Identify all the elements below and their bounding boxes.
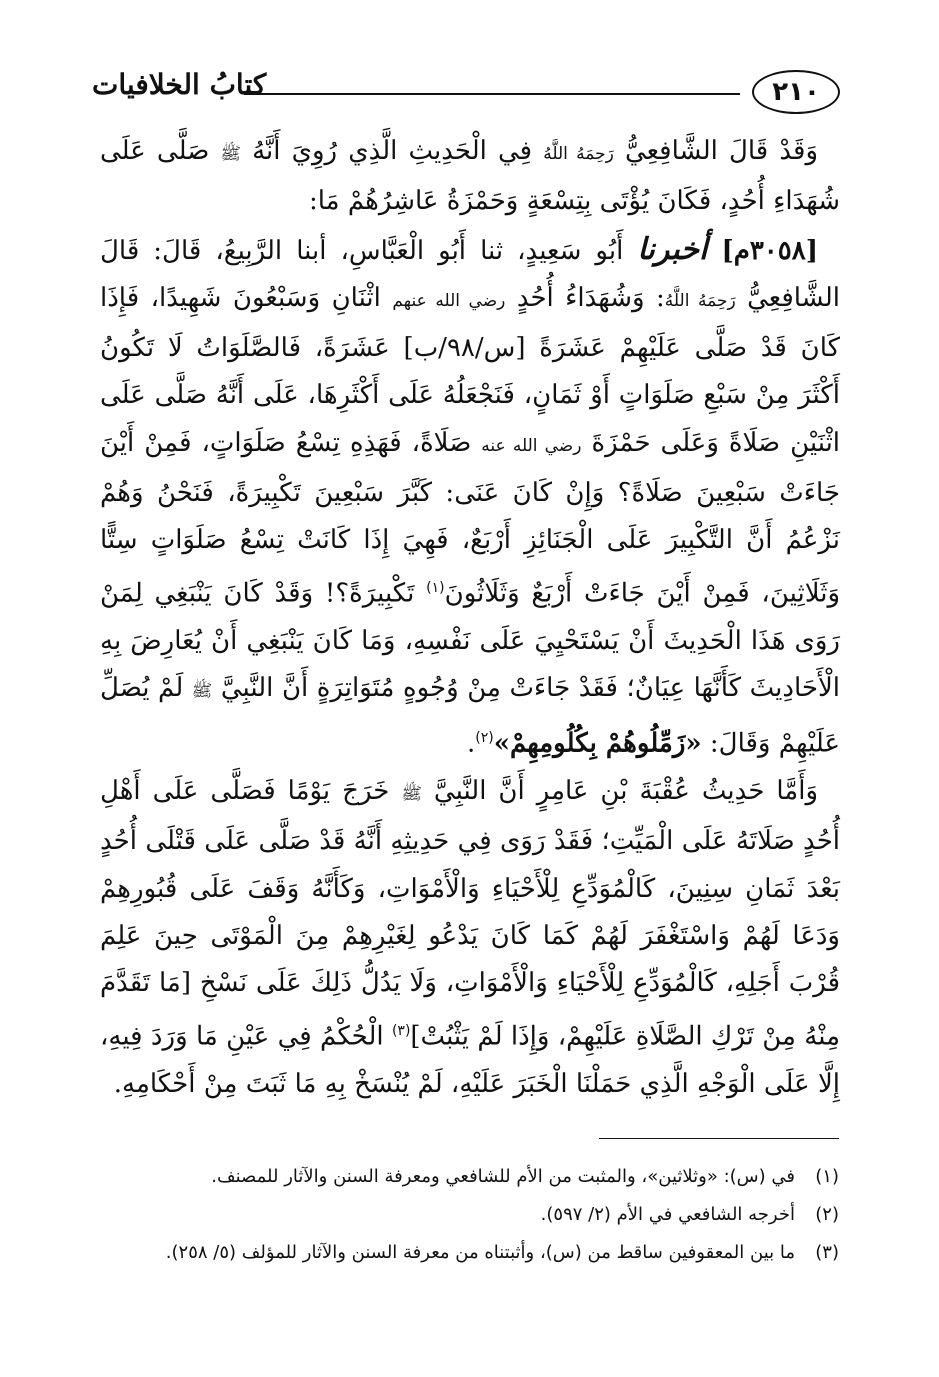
footnote-number: (٢) <box>815 1204 839 1225</box>
book-title: كتابُ الخلافيات <box>92 68 267 101</box>
footnote-text: أخرجه الشافعي في الأم (٢/ ٥٩٧). <box>540 1204 795 1225</box>
footnote-text: ما بين المعقوفين ساقط من (س)، وأثبتناه من معرفة السنن والآثار للمؤلف (٥/ ٢٥٨). <box>165 1242 795 1263</box>
footnote-number: (٣) <box>815 1242 839 1263</box>
text-run: وَقَدْ قَالَ الشَّافِعِيُّ <box>624 136 818 166</box>
honorific: رضي الله عنه <box>481 435 582 456</box>
page-number: ٢١٠ <box>772 77 820 107</box>
honorific: ﷺ <box>401 784 422 805</box>
text-run: الْحُكْمُ فِي عَيْنِ مَا وَرَدَ فِيهِ، إِلَّا عَلَى الْوَجْهِ الَّذِي حَمَلْنَا الْخَبَرَ عَلَيْهِ، لَمْ يُنْسَخْ بِهِ مَا ثَبَتَ مِنْ أَحْكَامِهِ. <box>100 1021 840 1099</box>
page-header <box>92 64 840 124</box>
header-rule <box>244 93 740 95</box>
paragraph-2 <box>100 226 840 769</box>
text-run: تَكْبِيرَةً؟! وَقَدْ كَانَ يَنْبَغِي لِمَنْ رَوَى هَذَا الْحَدِيثَ أَنْ يَسْتَحْيِيَ عَلَى نَفْسِهِ، وَمَا كَانَ يَنْبَغِي أَنْ يُعَارِضَ بِهِ الْأَحَادِيثَ كَأَنَّهَا عِيَانٌ؛ فَقَدْ جَاءَتْ مِنْ وُجُوهٍ مُتَوَاتِرَةٍ أَنَّ النَّبِيَّ <box>100 578 841 703</box>
text-run: صَلَاةً، فَهَذِهِ تِسْعُ صَلَوَاتٍ، فَمِنْ أَيْنَ جَاءَتْ سَبْعِينَ صَلَاةً؟ وَإِنْ كَانَ عَنَى: كَبَّرَ سَبْعِينَ تَكْبِيرَةً، فَنَحْنُ وَهُمْ نَزْعُمُ أَنَّ التَّكْبِيرَ عَلَى الْجَنَائِزِ أَرْبَعٌ، فَهِيَ إِذَا كَانَتْ تِسْعُ صَلَوَاتٍ سِتًّا وَثَلَاثِينَ، فَمِنْ أَيْنَ جَاءَتْ أَرْبَعٌ وَثَلَاثُونَ <box>100 427 841 609</box>
text-run: خَرَجَ يَوْمًا فَصَلَّى عَلَى أَهْلِ أُحُدٍ صَلَاتَهُ عَلَى الْمَيِّتِ؛ فَقَدْ رَوَى فِي حَدِيثِهِ أَنَّهُ قَدْ صَلَّى عَلَى قَتْلَى أُحُدٍ بَعْدَ ثَمَانِ سِنِينَ، كَالْمُوَدِّعِ لِلْأَحْيَاءِ وَالْأَمْوَاتِ، وَكَأَنَّهُ وَقَفَ عَلَى قُبُورِهِمْ وَدَعَا لَهُمْ وَاسْتَغْفَرَ لَهُمْ كَمَا كَانَ يَدْعُو لِغَيْرِهِمْ مِنَ الْمَوْتَى حِينَ عَلِمَ قُرْبَ أَجَلِهِ، كَالْمُوَدِّعِ لِلْأَحْيَاءِ وَالْأَمْوَاتِ، وَلَا يَدُلُّ ذَلِكَ عَلَى نَسْخِ [مَا تَقَدَّمَ مِنْهُ مِنْ تَرْكِ الصَّلَاةِ عَلَيْهِمْ، وَإِذَا لَمْ يَثْبُتْ] <box>100 776 840 1052</box>
text-run: فِي الْحَدِيثِ الَّذِي رُوِيَ أَنَّهُ <box>252 136 533 166</box>
footnote-ref-3[interactable]: (٣) <box>391 1022 411 1039</box>
paragraph-3 <box>100 768 840 1108</box>
text-run: . <box>466 728 476 759</box>
honorific: رضي الله عنهم <box>392 290 506 311</box>
footnote-number: (١) <box>815 1166 839 1187</box>
honorific: ﷺ <box>220 144 241 164</box>
footnote-ref-2[interactable]: (٢) <box>475 730 494 747</box>
honorific: ﷺ <box>191 680 213 701</box>
footnote-2 <box>99 1198 839 1232</box>
text-run: وَأَمَّا حَدِيثُ عُقْبَةَ بْنِ عَامِرٍ أَنَّ النَّبِيَّ <box>433 776 819 807</box>
footnote-text: في (س): «وثلاثين»، والمثبت من الأم للشافعي ومعرفة السنن والآثار للمصنف. <box>211 1166 795 1187</box>
isnad-text: أَبُو سَعِيدٍ، ثنا أَبُو الْعَبَّاسِ، أبنا الرَّبِيعُ، قَالَ: قَالَ الشَّافِعِيُّ <box>100 235 841 313</box>
hadith-reference: [٣٠٥٨م] <box>721 235 819 266</box>
text-run: صَلَّى عَلَى شُهَدَاءِ أُحُدٍ، فَكَانَ يُؤْتَى بِتِسْعَةٍ وَحَمْزَةُ عَاشِرُهُمْ مَا: <box>100 136 840 217</box>
footnotes <box>99 1160 839 1274</box>
text-run: اثْنَانِ وَسَبْعُونَ شَهِيدًا، فَإِذَا كَانَ قَدْ صَلَّى عَلَيْهِمْ عَشَرَةً [س/٩٨/ب] عَشَرَةً، فَالصَّلَوَاتُ لَا تَكُونُ أَكْثَرَ مِنْ سَبْعِ صَلَوَاتٍ أَوْ ثَمَانٍ، فَنَجْعَلُهُ عَلَى أَكْثَرِهَا، عَلَى أَنَّهُ صَلَّى عَلَى اثْنَيْنِ صَلَاةً وَعَلَى حَمْزَةَ <box>100 282 841 458</box>
footnote-ref-1[interactable]: (١) <box>426 579 445 596</box>
main-text <box>100 128 840 1108</box>
footnote-separator <box>599 1138 839 1139</box>
text-run: : وَشُهَدَاءُ أُحُدٍ <box>516 282 665 313</box>
prophetic-quote: «زَمِّلُوهُمْ بِكُلُومِهِمْ» <box>493 728 702 759</box>
akhbarana-label: أخبرنا <box>637 231 708 267</box>
text-run: لَمْ يُصَلِّ عَلَيْهِمْ وَقَالَ: <box>100 672 840 759</box>
honorific: رَحِمَهُ اللَّهُ <box>664 290 736 311</box>
honorific: رَحِمَهُ اللَّهُ <box>543 144 614 164</box>
page-number-badge <box>752 70 840 114</box>
paragraph-1 <box>100 128 840 226</box>
footnote-3 <box>99 1236 839 1270</box>
footnote-1 <box>99 1160 839 1194</box>
